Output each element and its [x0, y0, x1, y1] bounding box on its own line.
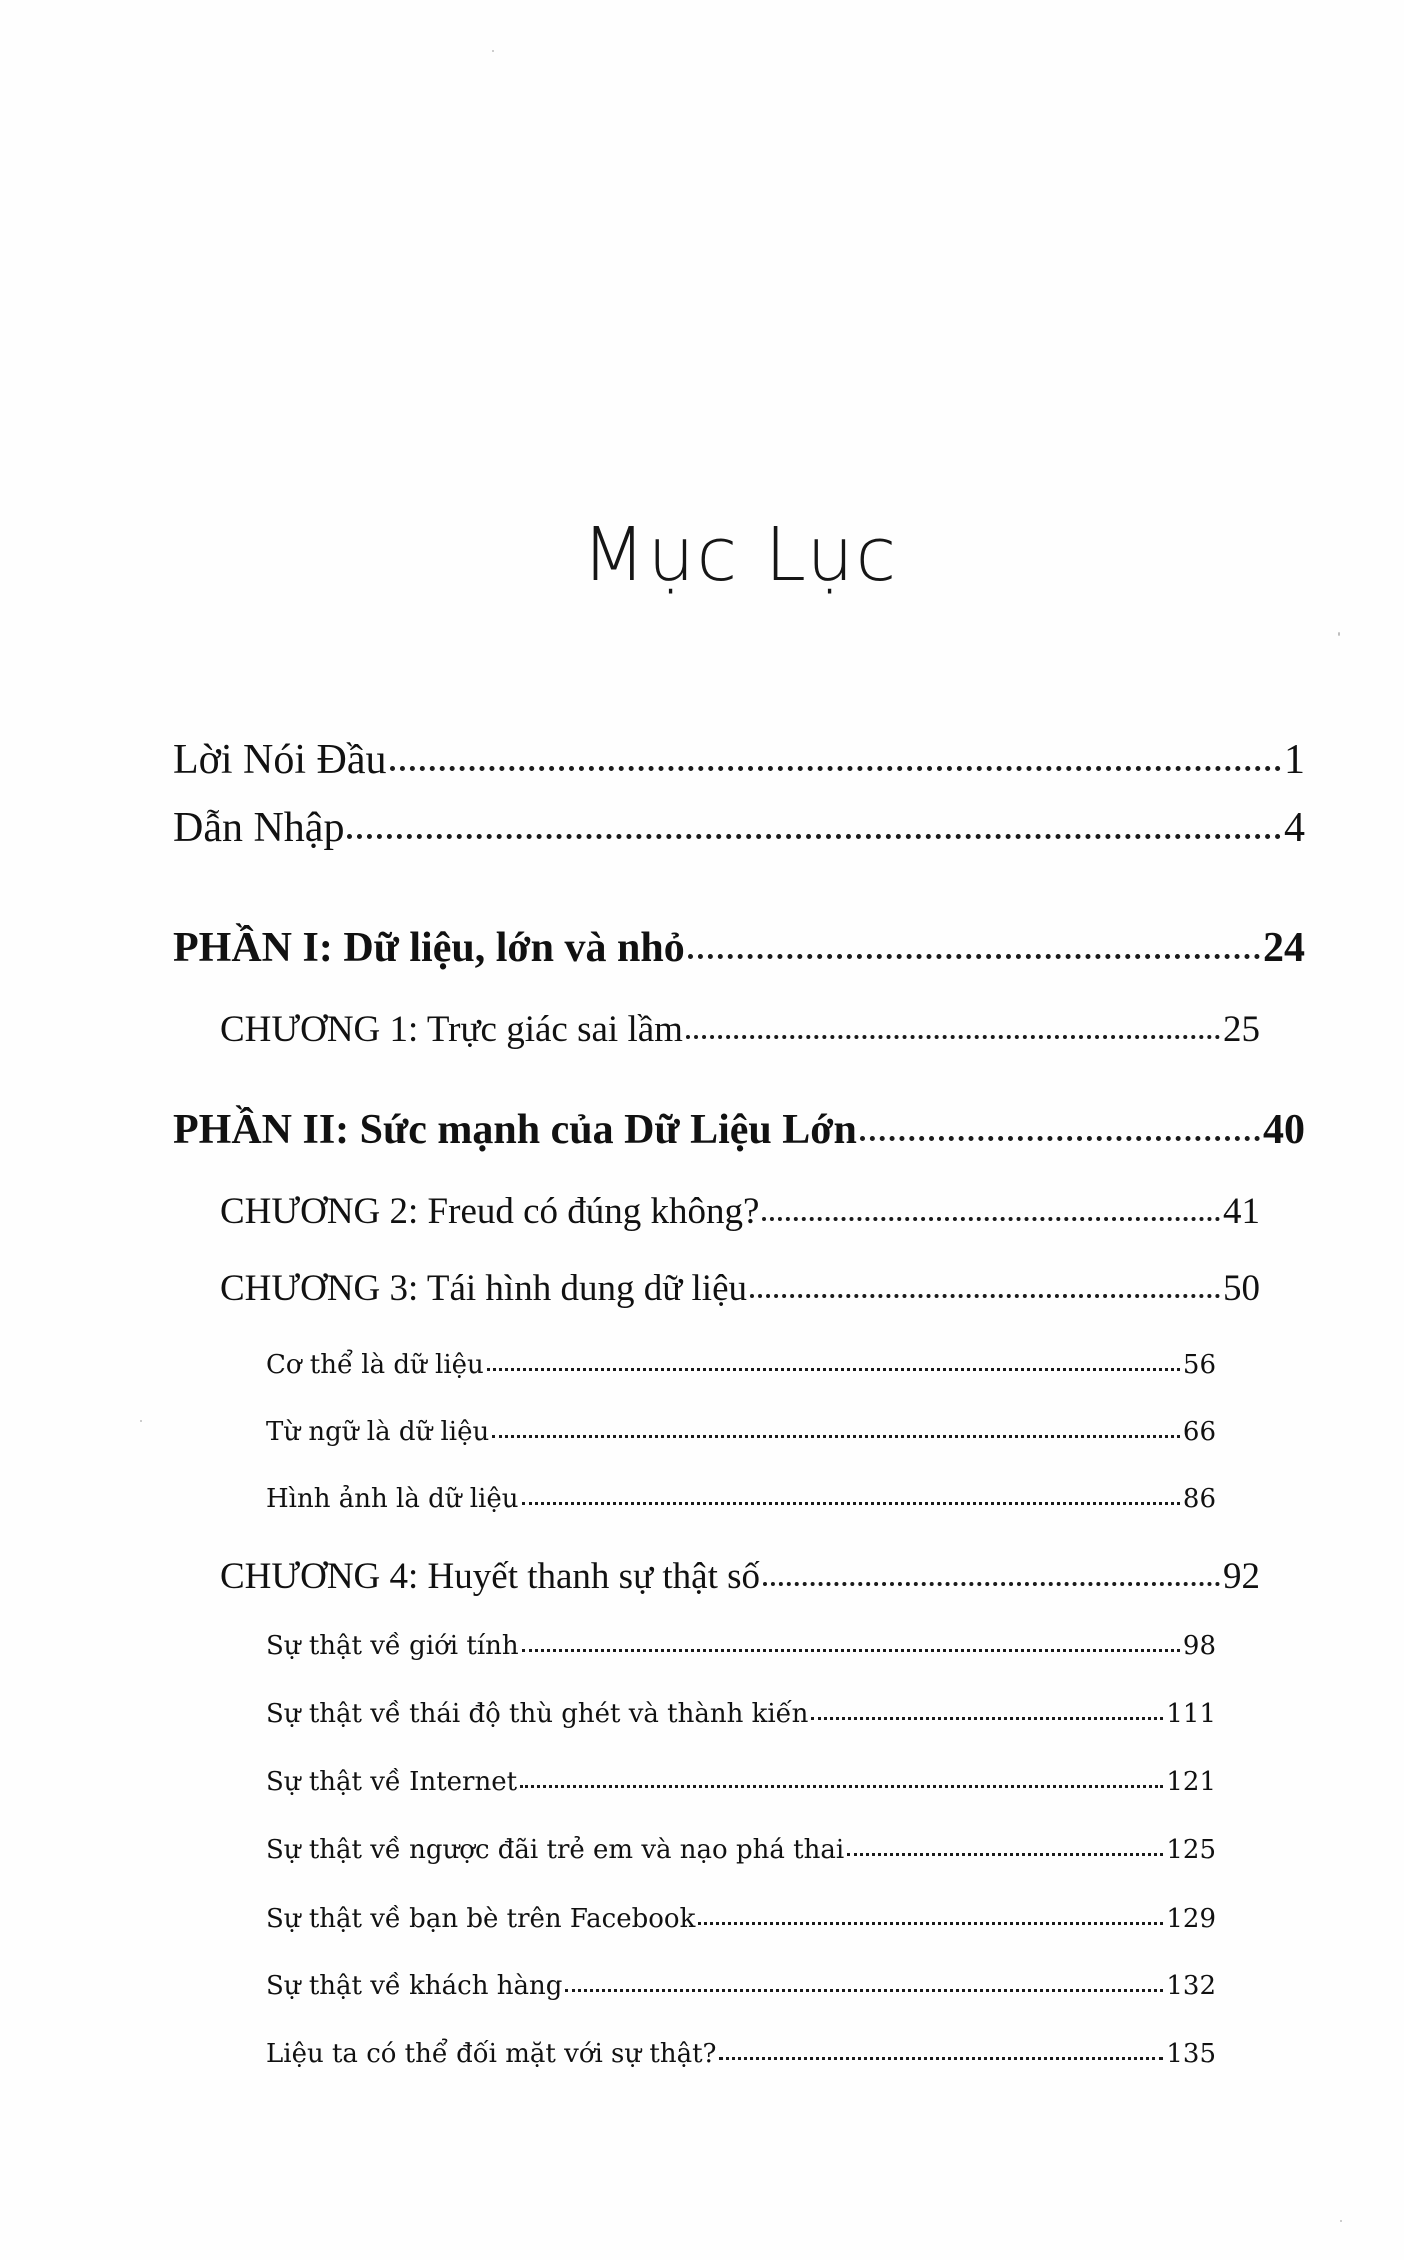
dot-leader [860, 1136, 1260, 1141]
dot-leader [522, 1649, 1180, 1652]
toc-entry-preface[interactable] [173, 736, 1305, 796]
dot-leader [492, 1435, 1180, 1438]
page-number: 56 [1182, 1350, 1216, 1380]
page-number: 41 [1223, 1191, 1260, 1232]
dot-leader [688, 954, 1260, 959]
entry-label: Liệu ta có thể đối mặt với sự thật? [266, 2039, 717, 2069]
dot-leader [522, 1502, 1180, 1505]
entry-label: CHƯƠNG 4: Huyết thanh sự thật số [220, 1556, 761, 1597]
page-number: 40 [1263, 1107, 1305, 1153]
toc-entry-section[interactable] [266, 1835, 1216, 1895]
paper-speck [492, 50, 494, 52]
page-number: 86 [1182, 1484, 1216, 1514]
toc-entry-introduction[interactable] [173, 804, 1305, 864]
toc-entry-chapter-4[interactable] [220, 1555, 1260, 1615]
toc-entry-section[interactable] [266, 1350, 1216, 1410]
dot-leader [565, 1989, 1163, 1992]
toc-entry-section[interactable] [266, 1631, 1216, 1691]
dot-leader [390, 766, 1281, 771]
dot-leader [750, 1294, 1220, 1298]
entry-label: Hình ảnh là dữ liệu [266, 1484, 519, 1514]
dot-leader [520, 1785, 1163, 1788]
paper-speck [1340, 2220, 1342, 2222]
toc-entry-section[interactable] [266, 1417, 1216, 1477]
page-number: 24 [1263, 925, 1305, 971]
entry-label: PHẦN II: Sức mạnh của Dữ Liệu Lớn [173, 1107, 857, 1153]
dot-leader [698, 1922, 1163, 1925]
toc-entry-section[interactable] [266, 1904, 1216, 1964]
entry-label: Sự thật về giới tính [266, 1631, 519, 1661]
entry-label: Từ ngữ là dữ liệu [266, 1417, 490, 1447]
entry-label: CHƯƠNG 1: Trực giác sai lầm [220, 1009, 683, 1050]
entry-label: Sự thật về ngược đãi trẻ em và nạo phá thai [266, 1835, 845, 1865]
page-title: Mục Lục [581, 512, 899, 598]
page-number: 1 [1284, 737, 1305, 783]
toc-entry-chapter-2[interactable] [220, 1190, 1260, 1250]
dot-leader [347, 834, 1281, 839]
entry-label: CHƯƠNG 2: Freud có đúng không? [220, 1191, 760, 1232]
paper-speck [1338, 632, 1340, 636]
dot-leader [762, 1217, 1220, 1221]
dot-leader [847, 1853, 1163, 1856]
entry-label: PHẦN I: Dữ liệu, lớn và nhỏ [173, 925, 685, 971]
page-number: 4 [1284, 805, 1305, 851]
paper-speck [140, 1420, 142, 1422]
page-number: 66 [1182, 1417, 1216, 1447]
dot-leader [811, 1717, 1163, 1720]
toc-entry-section[interactable] [266, 2039, 1216, 2099]
entry-label: Sự thật về khách hàng [266, 1971, 563, 2001]
toc-entry-section[interactable] [266, 1767, 1216, 1827]
page-number: 92 [1223, 1556, 1260, 1597]
toc-entry-part-2[interactable] [173, 1106, 1305, 1166]
dot-leader [763, 1582, 1220, 1586]
page-number: 50 [1223, 1268, 1260, 1309]
page-number: 121 [1166, 1767, 1216, 1797]
dot-leader [487, 1368, 1180, 1371]
entry-label: Sự thật về bạn bè trên Facebook [266, 1904, 696, 1934]
entry-label: Sự thật về Internet [266, 1767, 518, 1797]
page-number: 111 [1166, 1699, 1216, 1729]
entry-label: Lời Nói Đầu [173, 737, 387, 783]
dot-leader [719, 2057, 1163, 2060]
toc-entry-section[interactable] [266, 1484, 1216, 1544]
page-number: 125 [1166, 1835, 1216, 1865]
toc-entry-chapter-1[interactable] [220, 1008, 1260, 1068]
entry-label: CHƯƠNG 3: Tái hình dung dữ liệu [220, 1268, 747, 1309]
page-number: 25 [1223, 1009, 1260, 1050]
entry-label: Sự thật về thái độ thù ghét và thành kiến [266, 1699, 809, 1729]
toc-entry-section[interactable] [266, 1971, 1216, 2031]
toc-entry-part-1[interactable] [173, 924, 1305, 984]
page-number: 132 [1166, 1971, 1216, 2001]
page-number: 98 [1182, 1631, 1216, 1661]
toc-entry-chapter-3[interactable] [220, 1267, 1260, 1327]
page-number: 135 [1166, 2039, 1216, 2069]
entry-label: Dẫn Nhập [173, 805, 345, 851]
page-number: 129 [1166, 1904, 1216, 1934]
dot-leader [686, 1035, 1220, 1039]
toc-entry-section[interactable] [266, 1699, 1216, 1759]
entry-label: Cơ thể là dữ liệu [266, 1350, 484, 1380]
